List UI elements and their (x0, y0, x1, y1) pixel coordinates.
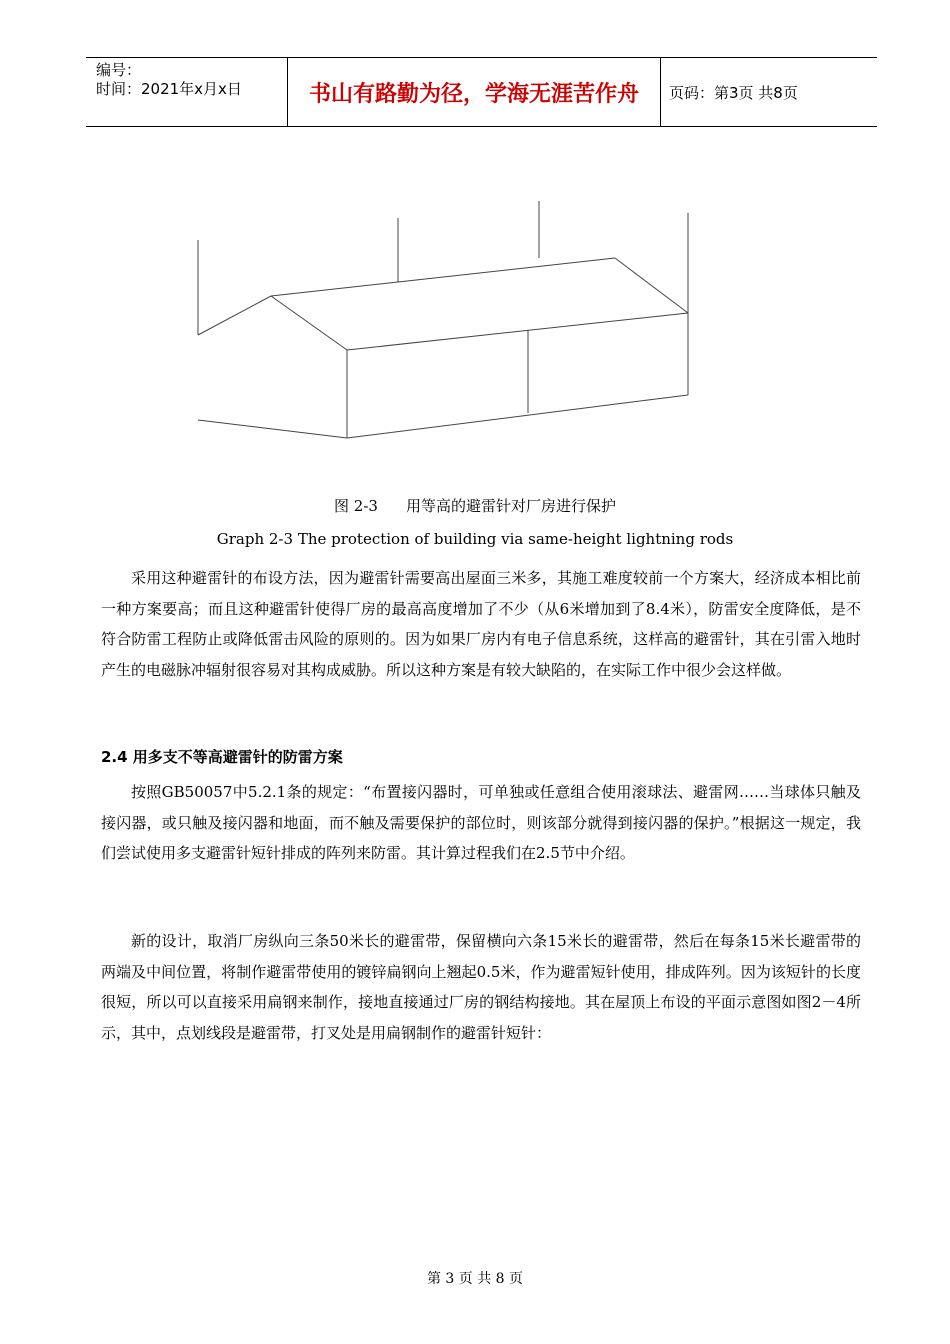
gable-right-slope (271, 296, 347, 350)
header-page-label: 页码：第3页 共8页 (669, 83, 798, 102)
page-footer: 第 3 页 共 8 页 (426, 1271, 524, 1287)
section-heading: 2.4 用多支不等高避雷针的防雷方案 (101, 748, 343, 766)
paragraph-3: 新的设计，取消厂房纵向三条50米长的避雷带，保留横向六条15米长的避雷带，然后在每条15米长避雷带的两端及中间位置，将制作避雷带使用的镀锌扁钢向上翘起0.5米，作为避雷短针使用，排成阵列。因为该短针的长度很短，所以可以直接采用扁钢来制作，接地直接通过厂房的钢结构接地。其在屋顶上布设的平面示意图如图2－4所示，其中，点划线段是避雷带，打叉处是用扁钢制作的避雷针短针： (101, 932, 861, 1042)
header-meta (96, 61, 242, 99)
header-motto: 书山有路勤为径，学海无涯苦作舟 (287, 58, 661, 126)
building-figure (190, 195, 710, 455)
number-label: 编号： (96, 61, 142, 79)
figure-title-cn: 用等高的避雷针对厂房进行保护 (405, 497, 616, 515)
date-label: 时间：2021年x月x日 (96, 80, 242, 98)
roof-eave (347, 313, 688, 350)
figure-caption-cn (0, 495, 950, 516)
base-right (347, 395, 688, 438)
figure-caption-en: Graph 2-3 The protection of building via same-height lightning rods (216, 530, 734, 548)
roof-ridge (271, 258, 615, 296)
paragraph-1: 采用这种避雷针的布设方法，因为避雷针需要高出屋面三米多，其施工难度较前一个方案大，经济成本相比前一种方案要高；而且这种避雷针使得厂房的最高高度增加了不少（从6米增加到了8.4米），防雷安全度降低，是不符合防雷工程防止或降低雷击风险的原则的。因为如果厂房内有电子信息系统，这样高的避雷针，其在引雷入地时产生的电磁脉冲辐射很容易对其构成威胁。所以这种方案是有较大缺陷的，在实际工作中很少会这样做。 (101, 569, 861, 679)
page-header (86, 57, 877, 127)
base-left (198, 420, 347, 438)
gable-left-slope (198, 296, 271, 335)
paragraph-2: 按照GB50057中5.2.1条的规定：“布置接闪器时，可单独或任意组合使用滚球法、避雷网……当球体只触及接闪器，或只触及接闪器和地面，而不触及需要保护的部位时，则该部分就得到接闪器的保护。”根据这一规定，我们尝试使用多支避雷针短针排成的阵列来防雷。其计算过程我们在2.5节中介绍。 (101, 783, 861, 862)
roof-far-slope (615, 258, 688, 313)
figure-number: 图 2-3 (334, 497, 378, 515)
